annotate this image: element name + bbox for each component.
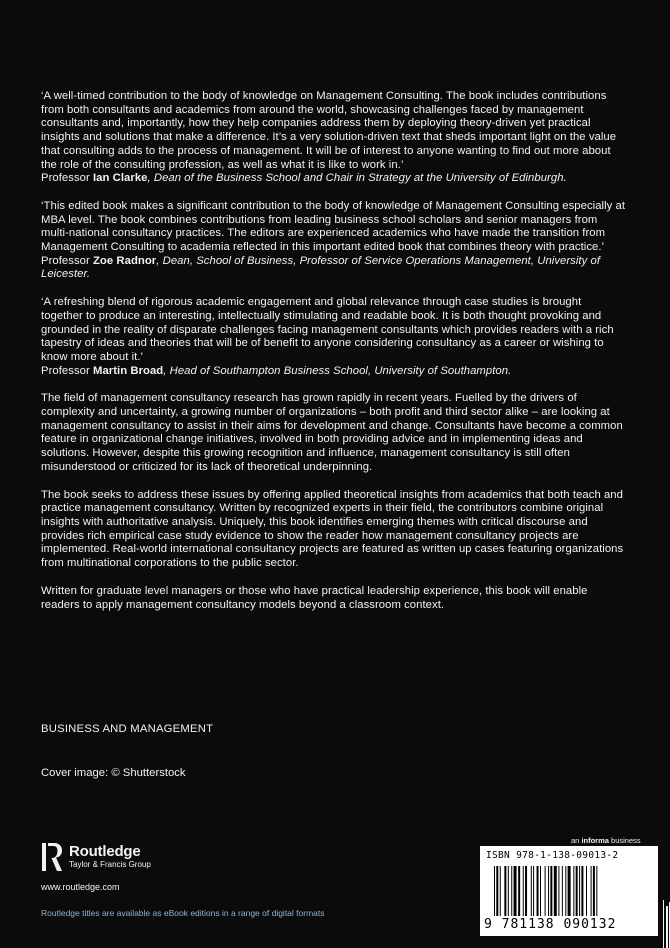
description-paragraph: The field of management consultancy research has grown rapidly in recent years. Fuelled by the drivers of complexity and uncertainty, a growing number of organizations – both profit and third sector alike – are looking at management consultancy to assist in their aims for development and change. Consultants have become a common feature in organizational change initiatives, involved in both providing advice and in implementing ideas and solutions. However, despite this growing recognition and influence, management consultancy is still often misunderstood or criticized for its lack of theoretical underpinning. — [41, 392, 623, 473]
routledge-logo-icon — [41, 842, 63, 872]
endorser-role: , Head of Southampton Business School, University of Southampton. — [163, 364, 512, 377]
cover-credit: Cover image: © Shutterstock — [41, 767, 186, 779]
endorser-name: Martin Broad — [92, 364, 164, 377]
subject-category: BUSINESS AND MANAGEMENT — [41, 723, 214, 735]
endorsement-quote: ‘This edited book makes a significant contribution to the body of knowledge of Management Consulting especially at MBA level. The book combines contributions from leading business school scholars and senior managers from multi-national consultancy practices. The editors are experienced academics who have made the transition from Management Consulting to academia reflected in this important edited book that combines theory with practice.’ — [41, 199, 626, 254]
ebook-note: Routledge titles are available as eBook editions in a range of digital formats — [41, 908, 325, 918]
barcode-icon — [494, 866, 646, 916]
endorsement-quote: ‘A refreshing blend of rigorous academic engagement and global relevance through case studies is brought together to produce an interesting, intellectually stimulating and readable book. It is both thought provoking and grounded in the reality of disparate challenges facing management consultants which provides readers with a rich tapestry of ideas and theories that will be of benefit to anyone considering consultancy as a career or wishing to know more about it.’ — [41, 296, 614, 363]
endorser-role: , Dean of the Business School and Chair in Strategy at the University of Edinburgh. — [147, 172, 567, 185]
publisher-group: Taylor & Francis Group — [69, 860, 151, 869]
edge-marks-icon — [663, 900, 670, 948]
isbn-barcode — [480, 846, 658, 936]
endorser-name: Ian Clarke — [92, 172, 148, 185]
informa-tagline: an informa business — [571, 836, 641, 845]
description-paragraph: Written for graduate level managers or those who have practical leadership experience, this book will enable readers to apply management consultancy models beyond a classroom context. — [41, 584, 588, 611]
isbn-label: ISBN 978-1-138-09013-2 — [486, 850, 619, 861]
barcode-number: 9 781138 090132 — [484, 917, 617, 932]
endorsement-attribution: Professor Ian Clarke, Dean of the Business School and Chair in Strategy at the University of Edinburgh. — [41, 172, 567, 185]
publisher-logo — [41, 842, 151, 872]
description-paragraph: The book seeks to address these issues by offering applied theoretical insights from academics that both teach and practice management consultancy. Written by recognized experts in their field, the contributors combine original insights with authoritative analysis. Uniquely, this book identifies emerging themes with critical discourse and provides rich empirical case study evidence to show the reader how management consultancy projects are implemented. Real-world international consultancy projects are featured as written up cases featuring organizations from multinational corporations to the public sector. — [41, 488, 624, 570]
endorser-name: Zoe Radnor — [92, 254, 157, 267]
endorsement-attribution: Professor Zoe Radnor, Dean, School of Business, Professor of Service Operations Management, University of Leicester. — [41, 254, 601, 281]
endorsement-attribution: Professor Martin Broad, Head of Southampton Business School, University of Southampton. — [41, 364, 512, 377]
publisher-name: Routledge — [69, 843, 141, 860]
endorsement — [41, 200, 626, 282]
endorser-role: , Dean, School of Business, Professor of Service Operations Management, University of Leicester. — [41, 254, 601, 281]
publisher-website[interactable]: www.routledge.com — [41, 882, 120, 892]
endorsement — [41, 90, 626, 186]
endorsement — [41, 296, 626, 378]
endorsement-quote: ‘A well-timed contribution to the body of knowledge on Management Consulting. The book includes contributions from both consultants and academics from around the world, showcasing challenges faced by management consultants and, importantly, how they help companies address them by deploying theory-driven yet practical insights and solutions that make a difference. It’s a very solution-driven text that sheds important light on the value that consulting adds to the process of management. It will be of interest to anyone wanting to find out more about the role of the consulting profession, as well as what it is like to work in.’ — [41, 90, 617, 171]
back-cover-text — [41, 90, 626, 626]
